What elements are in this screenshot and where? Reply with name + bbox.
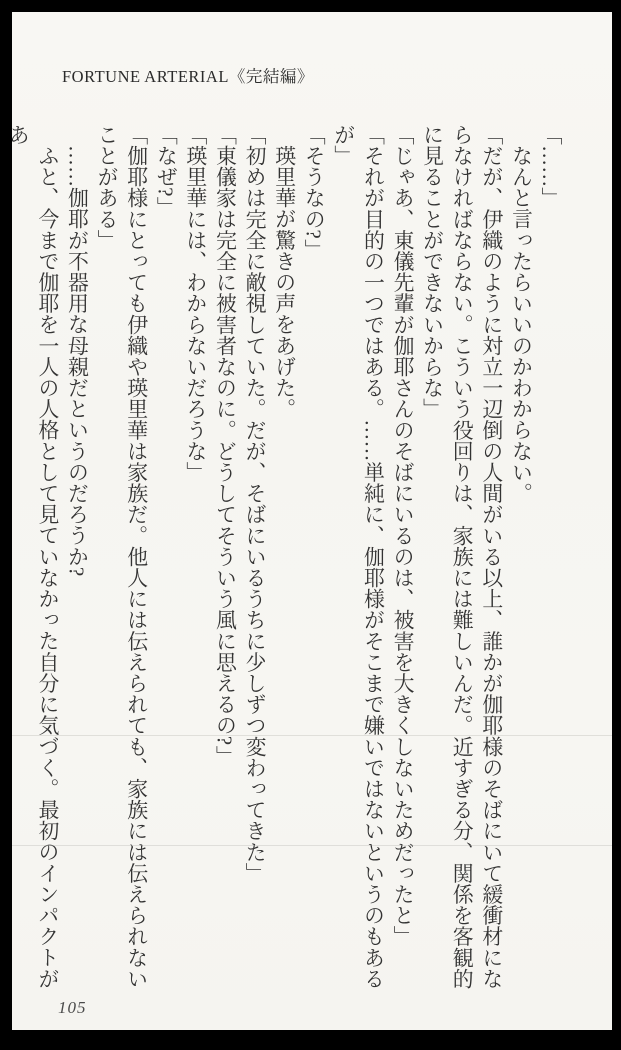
paragraph: 「伽耶様にとっても伊織や瑛里華は家族だ。他人には伝えられても、家族には伝えられないことがある」 bbox=[94, 124, 148, 990]
paragraph: ふと、今まで伽耶を一人の人格として見ていなかった自分に気づく。最初のインパクトがあ bbox=[5, 124, 59, 989]
page-number: 105 bbox=[58, 998, 87, 1017]
paragraph: 「……」 bbox=[538, 124, 562, 209]
paragraph: 「そうなの?」 bbox=[301, 124, 326, 261]
running-header: FORTUNE ARTERIAL《完結編》 bbox=[62, 67, 314, 86]
paragraph: なんと言ったらいいのかわからない。 bbox=[508, 144, 533, 504]
paragraph: ……伽耶が不器用な母親だというのだろうか? bbox=[64, 144, 89, 577]
text-body bbox=[2, 124, 564, 1006]
paragraph: 「瑛里華には、わからないだろうな」 bbox=[182, 124, 207, 483]
paragraph: 「初めは完全に敵視していた。だが、そばにいるうちに少しずつ変わってきた」 bbox=[242, 124, 267, 884]
paragraph: 「じゃあ、東儀先輩が伽耶さんのそばにいるのは、被害を大きくしないためだったと」 bbox=[390, 124, 415, 947]
paragraph: 「なぜ?」 bbox=[153, 124, 178, 218]
paragraph: 「だが、伊織のように対立一辺倒の人間がいる以上、誰かが伽耶様のそばにいて緩衝材にならなければならない。こういう役回りは、家族には難しいんだ。近すぎる分、関係を客観的に見ることができないからな」 bbox=[419, 124, 503, 990]
book-page bbox=[5, 12, 612, 1030]
paragraph: 「東儀家は完全に被害者なのに。どうしてそういう風に思えるの?」 bbox=[212, 124, 237, 767]
paragraph: 「それが目的の一つではある。……単純に、伽耶様がそこまで嫌いではないというのもあるが」 bbox=[330, 124, 385, 990]
paragraph: 瑛里華が驚きの声をあげた。 bbox=[271, 144, 296, 420]
